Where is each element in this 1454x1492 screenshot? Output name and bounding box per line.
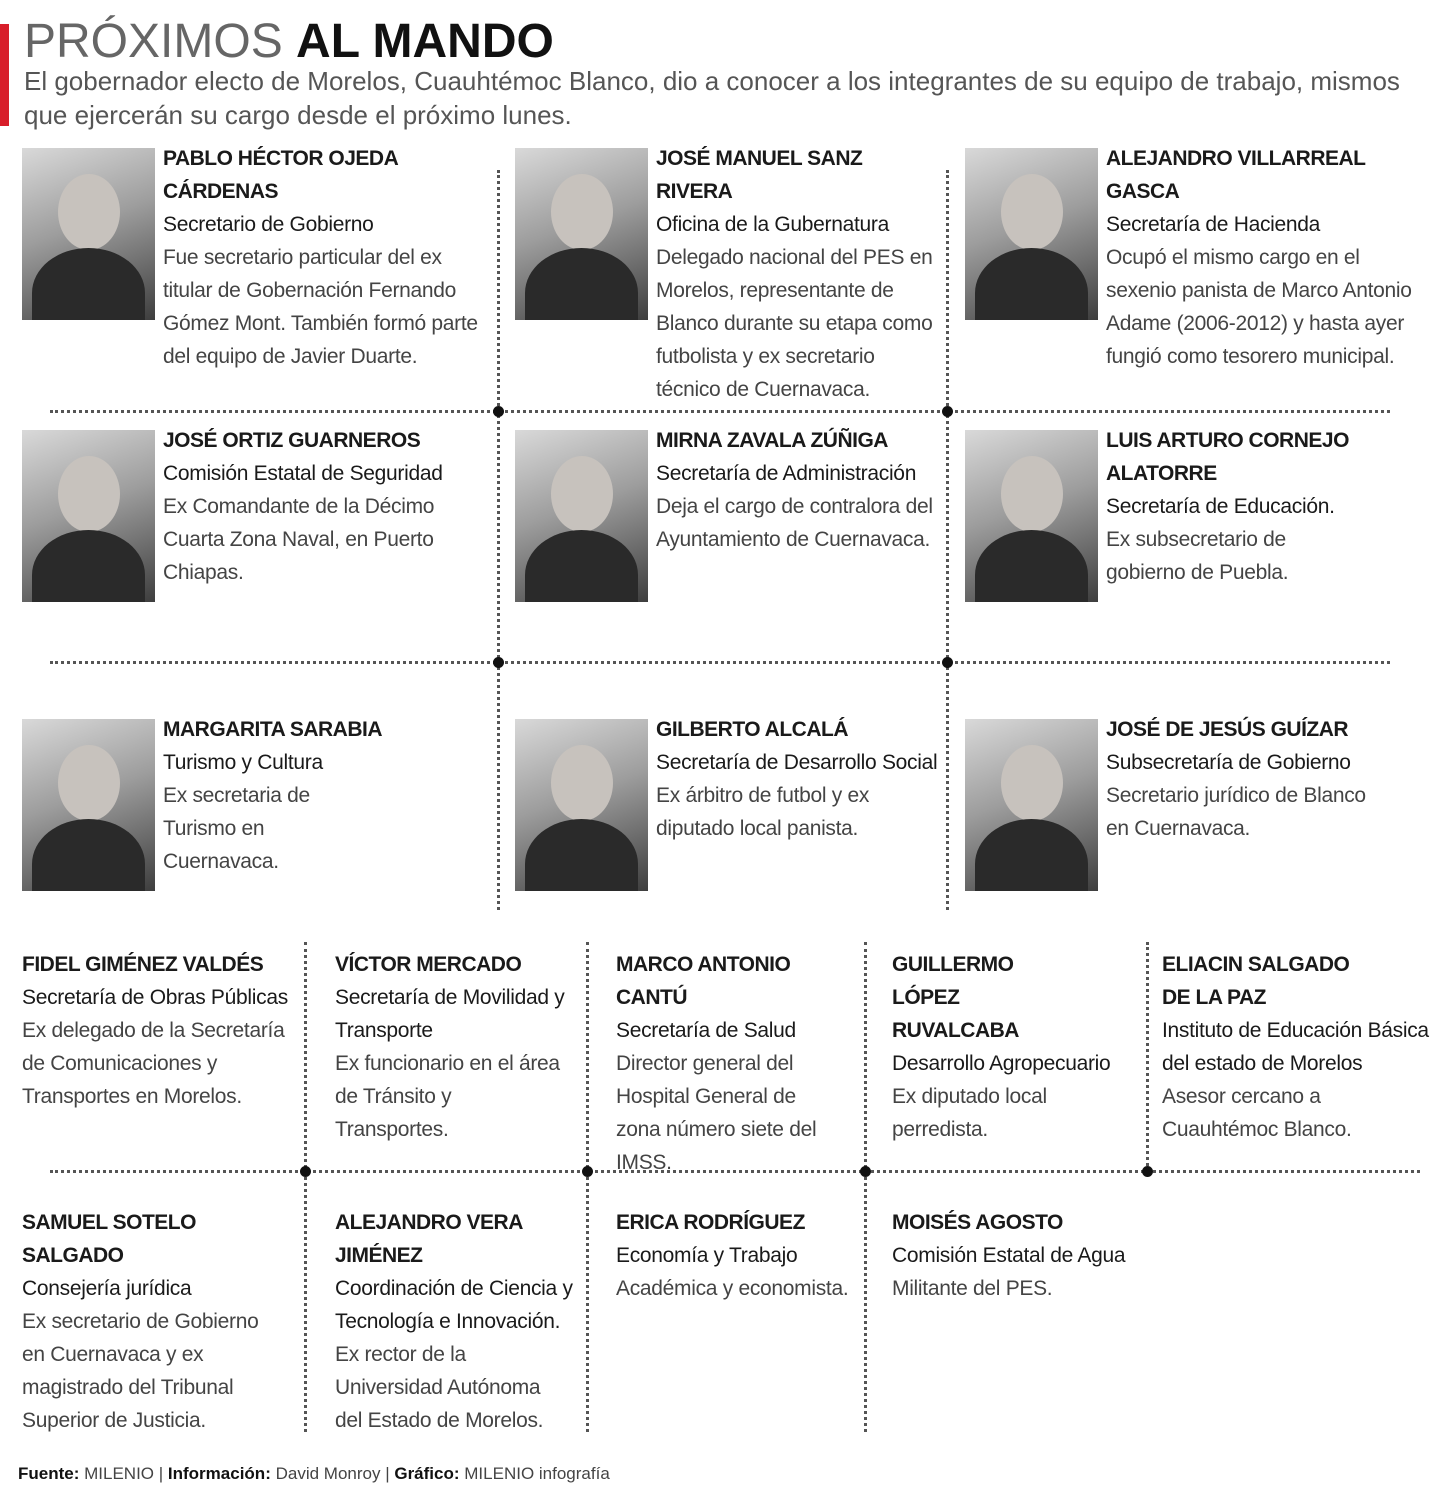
person-description: Ex secretaria de Turismo en Cuernavaca. <box>163 784 310 873</box>
column-divider <box>586 942 589 1432</box>
person-description: Ex Comandante de la Décimo Cuarta Zona Naval, en Puerto Chiapas. <box>163 495 435 584</box>
person-name: PABLO HÉCTOR OJEDA CÁRDENAS <box>163 147 398 203</box>
column-divider <box>497 170 500 910</box>
person-role: Secretaría de Desarrollo Social <box>656 751 938 774</box>
person-description: Militante del PES. <box>892 1277 1053 1300</box>
column-divider <box>946 170 949 910</box>
person-description: Ex delegado de la Secretaría de Comunicaciones y Transportes en Morelos. <box>22 1019 285 1108</box>
person-description: Director general del Hospital General de zona número siete del IMSS. <box>616 1052 817 1174</box>
person-role: Turismo y Cultura <box>163 751 323 774</box>
grafico-value: MILENIO infografía <box>464 1464 610 1483</box>
row-divider <box>50 661 1390 664</box>
profile-entry <box>616 1206 856 1305</box>
credits-footer <box>18 1462 610 1486</box>
grid-dot <box>493 406 504 417</box>
info-value: David Monroy <box>275 1464 381 1483</box>
person-description: Deja el cargo de contralora del Ayuntamiento de Cuernavaca. <box>656 495 933 551</box>
profile-entry <box>335 948 565 1146</box>
fuente-label: Fuente: <box>18 1464 80 1483</box>
person-role: Comisión Estatal de Agua <box>892 1244 1126 1267</box>
portrait-photo <box>515 148 648 320</box>
person-name: SAMUEL SOTELO SALGADO <box>22 1211 196 1267</box>
person-description: Ex diputado local perredista. <box>892 1085 1047 1141</box>
portrait-photo <box>515 430 648 602</box>
grid-dot <box>860 1166 871 1177</box>
title-light: PRÓXIMOS <box>24 15 283 68</box>
person-name: FIDEL GIMÉNEZ VALDÉS <box>22 953 264 976</box>
person-role: Oficina de la Gubernatura <box>656 213 889 236</box>
person-name: ERICA RODRÍGUEZ <box>616 1211 805 1234</box>
profile-entry <box>22 948 292 1113</box>
person-description: Académica y economista. <box>616 1277 849 1300</box>
person-description: Secretario jurídico de Blanco en Cuernavaca. <box>1106 784 1366 840</box>
separator: | <box>385 1464 395 1483</box>
person-role: Secretaría de Salud <box>616 1019 796 1042</box>
profile-entry <box>892 948 1127 1146</box>
person-name: LUIS ARTURO CORNEJO ALATORRE <box>1106 429 1349 485</box>
person-name: ALEJANDRO VILLARREAL GASCA <box>1106 147 1366 203</box>
person-name: GILBERTO ALCALÁ <box>656 718 848 741</box>
person-role: Comisión Estatal de Seguridad <box>163 462 443 485</box>
profile-entry <box>335 1206 575 1437</box>
person-role: Secretaría de Obras Públicas <box>22 986 288 1009</box>
grid-dot <box>942 406 953 417</box>
profile-entry <box>892 1206 1132 1305</box>
person-role: Coordinación de Ciencia y Tecnología e Innovación. <box>335 1277 573 1333</box>
person-role: Secretaría de Hacienda <box>1106 213 1321 236</box>
person-name: MARGARITA SARABIA <box>163 718 382 741</box>
person-description: Asesor cercano a Cuauhtémoc Blanco. <box>1162 1085 1352 1141</box>
column-divider <box>864 942 867 1432</box>
person-role: Subsecretaría de Gobierno <box>1106 751 1351 774</box>
grafico-label: Gráfico: <box>394 1464 460 1483</box>
person-role: Secretaría de Educación. <box>1106 495 1335 518</box>
title-bold: AL MANDO <box>296 15 554 68</box>
person-name: JOSÉ ORTIZ GUARNEROS <box>163 429 421 452</box>
person-name: ELIACIN SALGADO DE LA PAZ <box>1162 953 1350 1009</box>
info-label: Información: <box>167 1464 271 1483</box>
grid-dot <box>300 1166 311 1177</box>
person-role: Secretaría de Administración <box>656 462 917 485</box>
person-role: Economía y Trabajo <box>616 1244 798 1267</box>
person-role: Secretaría de Movilidad y Transporte <box>335 986 565 1042</box>
person-name: JOSÉ MANUEL SANZ RIVERA <box>656 147 863 203</box>
profile-entry <box>616 948 841 1179</box>
person-description: Ex árbitro de futbol y ex diputado local panista. <box>656 784 870 840</box>
person-name: GUILLERMO LÓPEZ RUVALCABA <box>892 953 1019 1042</box>
person-description: Ex rector de la Universidad Autónoma del Estado de Morelos. <box>335 1343 544 1432</box>
person-role: Consejería jurídica <box>22 1277 192 1300</box>
separator: | <box>158 1464 168 1483</box>
grid-dot <box>942 657 953 668</box>
portrait-photo <box>22 719 155 891</box>
person-description: Delegado nacional del PES en Morelos, representante de Blanco durante su etapa como futbolista y ex secretario técnico de Cuernavaca. <box>656 246 933 401</box>
person-name: MARCO ANTONIO CANTÚ <box>616 953 791 1009</box>
person-role: Instituto de Educación Básica del estado de Morelos <box>1162 1019 1429 1075</box>
portrait-photo <box>965 719 1098 891</box>
person-description: Ex subsecretario de gobierno de Puebla. <box>1106 528 1289 584</box>
person-name: MOISÉS AGOSTO <box>892 1211 1063 1234</box>
portrait-photo <box>965 148 1098 320</box>
person-name: JOSÉ DE JESÚS GUÍZAR <box>1106 718 1349 741</box>
accent-bar <box>0 24 9 126</box>
profile-entry <box>22 1206 292 1437</box>
person-description: Fue secretario particular del ex titular de Gobernación Fernando Gómez Mont. También formó parte del equipo de Javier Duarte. <box>163 246 478 368</box>
portrait-photo <box>515 719 648 891</box>
person-description: Ex secretario de Gobierno en Cuernavaca y ex magistrado del Tribunal Superior de Justicia. <box>22 1310 259 1432</box>
person-description: Ex funcionario en el área de Tránsito y Transportes. <box>335 1052 560 1141</box>
person-name: MIRNA ZAVALA ZÚÑIGA <box>656 429 888 452</box>
grid-dot <box>1142 1166 1153 1177</box>
person-role: Desarrollo Agropecuario <box>892 1052 1111 1075</box>
page-title <box>24 14 554 70</box>
column-divider <box>304 942 307 1432</box>
fuente-value: MILENIO <box>84 1464 155 1483</box>
grid-dot <box>582 1166 593 1177</box>
profile-entry <box>1162 948 1432 1146</box>
person-name: ALEJANDRO VERA JIMÉNEZ <box>335 1211 523 1267</box>
person-role: Secretario de Gobierno <box>163 213 374 236</box>
person-description: Ocupó el mismo cargo en el sexenio panista de Marco Antonio Adame (2006-2012) y hasta ayer fungió como tesorero municipal. <box>1106 246 1412 368</box>
row-divider <box>50 1170 1420 1173</box>
portrait-photo <box>965 430 1098 602</box>
row-divider <box>50 410 1390 413</box>
person-name: VÍCTOR MERCADO <box>335 953 522 976</box>
column-divider <box>1146 942 1149 1172</box>
portrait-photo <box>22 148 155 320</box>
portrait-photo <box>22 430 155 602</box>
grid-dot <box>493 657 504 668</box>
page-subtitle: El gobernador electo de Morelos, Cuauhtémoc Blanco, dio a conocer a los integrantes de su equipo de trabajo, mismos que ejercerán su cargo desde el próximo lunes. <box>24 66 1400 130</box>
